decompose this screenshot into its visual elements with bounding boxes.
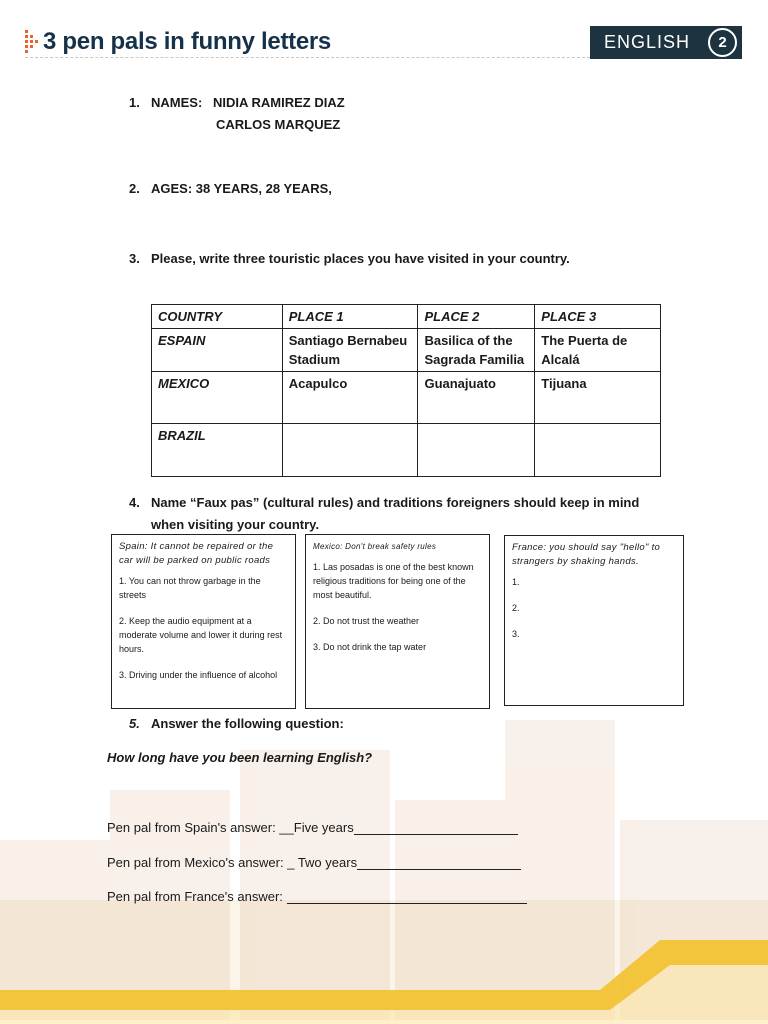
table-cell xyxy=(418,424,535,477)
table-row xyxy=(152,424,661,477)
places-table xyxy=(151,304,661,477)
answer-line[interactable] xyxy=(287,890,527,904)
answer-label: Pen pal from Mexico's answer: _ Two years xyxy=(107,855,358,870)
table-cell: Basilica of the Sagrada Familia xyxy=(418,329,535,372)
page-title: 3 pen pals in funny letters xyxy=(43,28,331,55)
list-item: 1. xyxy=(512,577,520,587)
badge-label: ENGLISH xyxy=(604,32,691,52)
table-cell xyxy=(282,424,418,477)
logo-icon xyxy=(25,30,41,56)
badge-number: 2 xyxy=(708,28,737,57)
table-header: PLACE 3 xyxy=(535,305,661,329)
question-number: 2. xyxy=(129,181,140,196)
question-3 xyxy=(129,251,570,266)
list-item: 2. Keep the audio equipment at a moderate volume and lower it during rest hours. xyxy=(119,616,283,654)
list-item: 2. xyxy=(512,603,520,613)
table-row xyxy=(152,372,661,424)
question-4-line-1: Name “Faux pas” (cultural rules) and traditions foreigners should keep in mind xyxy=(151,495,640,510)
answer-line[interactable] xyxy=(357,856,521,870)
question-3-text: Please, write three touristic places you have visited in your country. xyxy=(151,251,570,266)
france-faux-pas-box xyxy=(504,535,684,706)
table-cell: Guanajuato xyxy=(418,372,535,424)
ages-text: AGES: 38 YEARS, 28 YEARS, xyxy=(151,181,332,196)
question-number: 4. xyxy=(129,495,140,510)
name-1: NIDIA RAMIREZ DIAZ xyxy=(213,95,345,110)
english-level-badge xyxy=(590,26,742,59)
question-5-text: Answer the following question: xyxy=(151,716,344,731)
list-item: 1. Las posadas is one of the best known religious traditions for being one of the most beautiful. xyxy=(313,562,474,600)
list-item: 3. Do not drink the tap water xyxy=(313,642,427,652)
list-item: 2. Do not trust the weather xyxy=(313,616,420,626)
table-cell-country: MEXICO xyxy=(152,372,283,424)
table-cell xyxy=(535,424,661,477)
english-question: How long have you been learning English? xyxy=(107,750,373,765)
table-cell: Santiago Bernabeu Stadium xyxy=(282,329,418,372)
table-header: COUNTRY xyxy=(152,305,283,329)
header-divider xyxy=(25,57,590,58)
answer-label: Pen pal from France's answer: xyxy=(107,889,287,904)
question-1 xyxy=(129,95,202,110)
table-header: PLACE 2 xyxy=(418,305,535,329)
name-2: CARLOS MARQUEZ xyxy=(216,117,341,132)
question-number: 1. xyxy=(129,95,140,110)
question-number: 5. xyxy=(129,716,140,731)
table-cell: Acapulco xyxy=(282,372,418,424)
table-header: PLACE 1 xyxy=(282,305,418,329)
list-item: 3. Driving under the influence of alcohol xyxy=(119,670,278,680)
spain-faux-pas-box xyxy=(111,534,296,709)
table-row xyxy=(152,329,661,372)
list-item: 3. xyxy=(512,629,520,639)
table-cell-country: BRAZIL xyxy=(152,424,283,477)
table-cell: The Puerta de Alcalá xyxy=(535,329,661,372)
answer-line[interactable] xyxy=(354,821,518,835)
answer-france xyxy=(107,889,527,904)
list-item: 1. You can not throw garbage in the streets xyxy=(119,576,261,600)
table-header-row xyxy=(152,305,661,329)
question-4-line-2: when visiting your country. xyxy=(151,517,320,532)
table-cell: Tijuana xyxy=(535,372,661,424)
box-lead: Spain: It cannot be repaired or the car will be parked on public roads xyxy=(119,541,274,566)
answer-mexico xyxy=(107,855,521,870)
box-lead: Mexico: Don't break safety rules xyxy=(313,542,437,551)
answer-label: Pen pal from Spain's answer: __Five years xyxy=(107,820,354,835)
answer-spain xyxy=(107,820,518,835)
mexico-faux-pas-box xyxy=(305,534,490,709)
table-cell-country: ESPAIN xyxy=(152,329,283,372)
question-number: 3. xyxy=(129,251,140,266)
names-label: NAMES: xyxy=(151,95,203,110)
box-lead: France: you should say "hello" to strangers by shaking hands. xyxy=(512,542,661,567)
question-2 xyxy=(129,181,332,196)
question-5 xyxy=(129,716,344,731)
question-4 xyxy=(129,495,639,510)
